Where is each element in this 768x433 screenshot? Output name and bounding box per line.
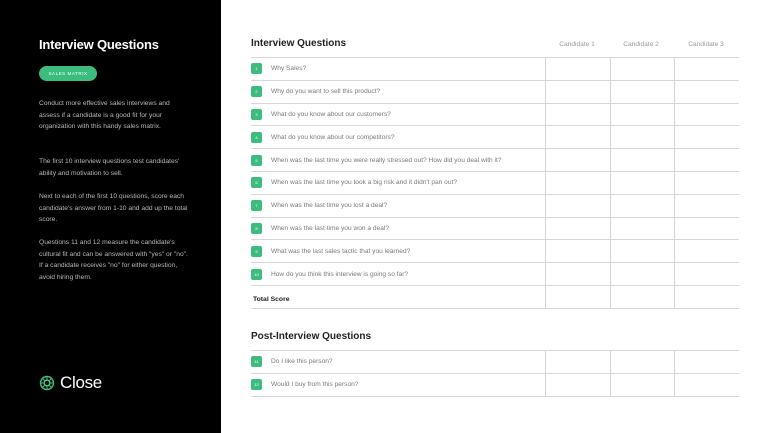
candidate-2-score-cell[interactable]	[610, 194, 674, 217]
question-number-badge: 8	[251, 223, 262, 234]
candidate-1-score-cell[interactable]	[545, 103, 610, 126]
question-row	[251, 58, 739, 81]
question-number-badge: 1	[251, 63, 262, 74]
question-text: When was the last time you won a deal?	[271, 224, 390, 232]
post-interview-title: Post-Interview Questions	[251, 331, 372, 342]
post-interview-table	[251, 350, 739, 397]
question-row	[251, 103, 739, 126]
question-text: What do you know about our customers?	[271, 110, 391, 118]
question-text: When was the last time you took a big risk and it didn't pan out?	[271, 179, 457, 187]
sidebar	[0, 0, 221, 433]
question-row	[251, 149, 739, 172]
candidate-2-score-cell[interactable]	[610, 171, 674, 194]
question-row	[251, 194, 739, 217]
candidate-1-score-cell[interactable]	[545, 194, 610, 217]
question-cell	[251, 126, 545, 149]
question-cell	[251, 58, 545, 81]
sidebar-title: Interview Questions	[39, 37, 159, 52]
question-row	[251, 263, 739, 286]
question-number-badge: 2	[251, 86, 262, 97]
total-score-label: Total Score	[253, 295, 290, 303]
question-row	[251, 80, 739, 103]
sidebar-paragraph-4: Questions 11 and 12 measure the candidate's cultural fit and can be answered with "yes" or "no". If a candidate receives "no" for either question, avoid hiring them.	[39, 239, 188, 281]
candidate-3-score-cell[interactable]	[674, 103, 739, 126]
question-number-badge: 10	[251, 269, 262, 280]
candidate-1-score-cell[interactable]	[545, 126, 610, 149]
candidate-2-score-cell[interactable]	[610, 149, 674, 172]
question-cell	[251, 103, 545, 126]
question-cell	[251, 263, 545, 286]
question-text: What do you know about our competitors?	[271, 133, 395, 141]
question-text: Would I buy from this person?	[271, 381, 359, 389]
logo-text: Close	[60, 373, 102, 392]
close-logo-icon	[38, 374, 56, 392]
interview-questions-table	[251, 57, 739, 309]
question-cell	[251, 373, 545, 396]
candidate-3-total-cell[interactable]	[674, 285, 739, 308]
candidate-3-score-cell[interactable]	[674, 149, 739, 172]
question-text: When was the last time you lost a deal?	[271, 202, 388, 210]
question-cell	[251, 194, 545, 217]
candidate-2-score-cell[interactable]	[610, 103, 674, 126]
candidate-1-score-cell[interactable]	[545, 58, 610, 81]
question-number-badge: 4	[251, 132, 262, 143]
sidebar-paragraph-2: The first 10 interview questions test candidates' ability and motivation to sell.	[39, 158, 180, 177]
sidebar-paragraph-1: Conduct more effective sales interviews and assess if a candidate is a good fit for your organization with this handy sales matrix.	[39, 100, 170, 131]
candidate-3-score-cell[interactable]	[674, 194, 739, 217]
interview-questions-title: Interview Questions	[251, 38, 347, 49]
question-text: Do I like this person?	[271, 358, 333, 366]
candidate-2-score-cell[interactable]	[610, 217, 674, 240]
candidate-3-score-cell[interactable]	[674, 80, 739, 103]
candidate-3-score-cell[interactable]	[674, 263, 739, 286]
question-row	[251, 217, 739, 240]
candidate-2-total-cell[interactable]	[610, 285, 674, 308]
candidate-1-score-cell[interactable]	[545, 373, 610, 396]
question-number-badge: 5	[251, 155, 262, 166]
post-question-row	[251, 373, 739, 396]
candidate-2-score-cell[interactable]	[610, 80, 674, 103]
question-number-badge: 9	[251, 246, 262, 257]
question-text: Why do you want to sell this product?	[271, 88, 381, 96]
candidate-1-score-cell[interactable]	[545, 240, 610, 263]
question-cell	[251, 217, 545, 240]
question-cell	[251, 240, 545, 263]
candidate-3-score-cell[interactable]	[674, 171, 739, 194]
candidate-1-score-cell[interactable]	[545, 351, 610, 374]
candidate-1-score-cell[interactable]	[545, 149, 610, 172]
candidate-3-score-cell[interactable]	[674, 351, 739, 374]
candidate-2-score-cell[interactable]	[610, 126, 674, 149]
post-question-row	[251, 351, 739, 374]
candidate-3-score-cell[interactable]	[674, 240, 739, 263]
candidate-3-score-cell[interactable]	[674, 373, 739, 396]
candidate-3-score-cell[interactable]	[674, 126, 739, 149]
candidate-3-score-cell[interactable]	[674, 58, 739, 81]
question-number-badge: 3	[251, 109, 262, 120]
candidate-1-total-cell[interactable]	[545, 285, 610, 308]
candidate-3-score-cell[interactable]	[674, 217, 739, 240]
question-text: How do you think this interview is going so far?	[271, 270, 409, 278]
question-cell	[251, 171, 545, 194]
question-number-badge: 7	[251, 200, 262, 211]
candidate-2-header: Candidate 2	[623, 41, 659, 48]
candidate-2-score-cell[interactable]	[610, 351, 674, 374]
candidate-2-score-cell[interactable]	[610, 58, 674, 81]
sidebar-paragraph-3: Next to each of the first 10 questions, score each candidate's answer from 1-10 and add up the total score.	[39, 193, 188, 224]
total-score-label-cell	[251, 285, 545, 308]
question-number-badge: 11	[251, 356, 262, 367]
question-number-badge: 12	[251, 379, 262, 390]
question-row	[251, 240, 739, 263]
candidate-1-score-cell[interactable]	[545, 217, 610, 240]
question-number-badge: 6	[251, 177, 262, 188]
candidate-3-header: Candidate 3	[688, 41, 724, 48]
candidate-2-score-cell[interactable]	[610, 240, 674, 263]
question-cell	[251, 351, 545, 374]
question-cell	[251, 149, 545, 172]
question-text: What was the last sales tactic that you learned?	[271, 247, 411, 255]
candidate-1-score-cell[interactable]	[545, 80, 610, 103]
question-row	[251, 126, 739, 149]
candidate-2-score-cell[interactable]	[610, 373, 674, 396]
question-cell	[251, 80, 545, 103]
close-logo	[38, 374, 102, 392]
sales-matrix-badge: SALES MATRIX	[39, 66, 97, 81]
total-score-row	[251, 285, 739, 308]
candidate-2-score-cell[interactable]	[610, 263, 674, 286]
candidate-1-header: Candidate 1	[559, 41, 595, 48]
question-text: When was the last time you were really stressed out? How did you deal with it?	[271, 156, 502, 164]
candidate-1-score-cell[interactable]	[545, 171, 610, 194]
question-row	[251, 171, 739, 194]
question-text: Why Sales?	[271, 65, 307, 73]
candidate-1-score-cell[interactable]	[545, 263, 610, 286]
